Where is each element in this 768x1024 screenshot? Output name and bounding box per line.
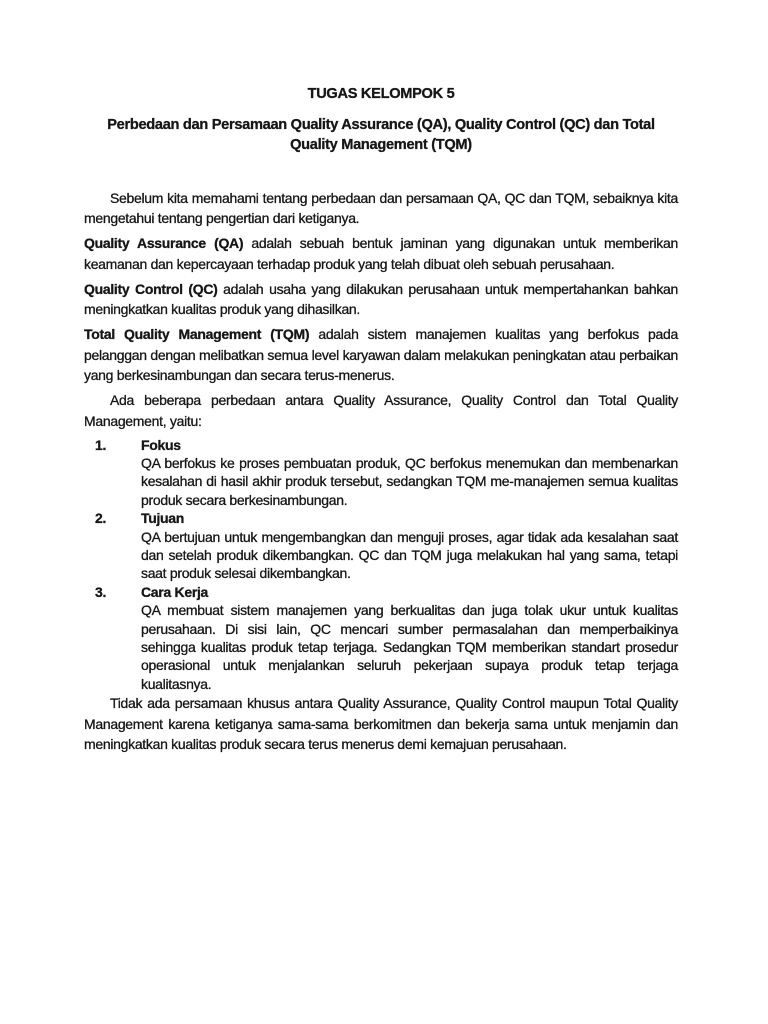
page-title: TUGAS KELOMPOK 5 bbox=[307, 86, 455, 102]
item-number: 1. bbox=[95, 436, 107, 453]
differences-list bbox=[84, 436, 678, 694]
definition-qa-paragraph bbox=[84, 233, 678, 274]
item-body-tujuan: QA bertujuan untuk mengembangkan dan menguji proses, agar tidak ada kesalahan saat dan setelah produk dikembangkan. QC dan TQM juga melakukan hal yang sama, tetapi saat produk selesai dikembangkan. bbox=[141, 528, 678, 582]
item-number: 2. bbox=[95, 510, 107, 527]
differences-intro-paragraph: Ada beberapa perbedaan antara Quality Assurance, Quality Control dan Total Quality Management, yaitu: bbox=[84, 392, 678, 429]
item-heading-tujuan: Tujuan bbox=[141, 510, 185, 527]
item-number: 3. bbox=[95, 583, 107, 600]
definition-tqm-term: Total Quality Management (TQM) bbox=[84, 326, 310, 342]
item-heading-fokus: Fokus bbox=[141, 436, 181, 453]
intro-paragraph: Sebelum kita memahami tentang perbedaan dan persamaan QA, QC dan TQM, sebaiknya kita mengetahui tentang pengertian dari ketiganya. bbox=[84, 189, 678, 226]
definition-qc-term: Quality Control (QC) bbox=[84, 280, 218, 297]
page-subtitle: Perbedaan dan Persamaan Quality Assurance (QA), Quality Control (QC) dan Total Quality Management (TQM) bbox=[107, 116, 655, 153]
item-heading-cara-kerja: Cara Kerja bbox=[141, 583, 209, 600]
item-body-cara-kerja: QA membuat sistem manajemen yang berkualitas dan juga tolak ukur untuk kualitas perusahaan. Di sisi lain, QC mencari sumber permasalahan dan memperbaikinya sehingga kualitas produk tetap terjaga. Sedangkan TQM memberikan standart prosedur operasional untuk menjalankan seluruh pekerjaan supaya produk tetap terjaga kualitasnya. bbox=[141, 602, 678, 692]
definition-qa-term: Quality Assurance (QA) bbox=[84, 235, 244, 251]
definition-tqm-paragraph bbox=[84, 324, 678, 386]
difference-item-fokus bbox=[84, 436, 678, 510]
definition-qc-text: adalah usaha yang dilakukan perusahaan untuk mempertahankan bahkan meningkatkan kualitas produk yang dihasilkan. bbox=[84, 280, 678, 317]
difference-item-cara-kerja bbox=[84, 583, 678, 693]
item-body-fokus: QA berfokus ke proses pembuatan produk, QC berfokus menemukan dan membenarkan kesalahan di hasil akhir produk tersebut, sedangkan TQM me-manajemen semua kualitas produk secara berkesinambungan. bbox=[141, 454, 678, 508]
difference-item-tujuan bbox=[84, 509, 678, 583]
definition-qc-paragraph bbox=[84, 279, 678, 320]
definition-qa-text: adalah sebuah bentuk jaminan yang digunakan untuk memberikan keamanan dan kepercayaan terhadap produk yang telah dibuat oleh sebuah perusahaan. bbox=[84, 235, 678, 272]
definition-tqm-text: adalah sistem manajemen kualitas yang berfokus pada pelanggan dengan melibatkan semua level karyawan dalam melakukan peningkatan atau perbaikan yang berkesinambungan dan secara terus-menerus. bbox=[84, 326, 678, 383]
closing-paragraph: Tidak ada persamaan khusus antara Quality Assurance, Quality Control maupun Total Quality Management karena ketiganya sama-sama berkomitmen dan bekerja sama untuk menjamin dan meningkatkan kualitas produk secara terus menerus demi kemajuan perusahaan. bbox=[84, 695, 678, 753]
